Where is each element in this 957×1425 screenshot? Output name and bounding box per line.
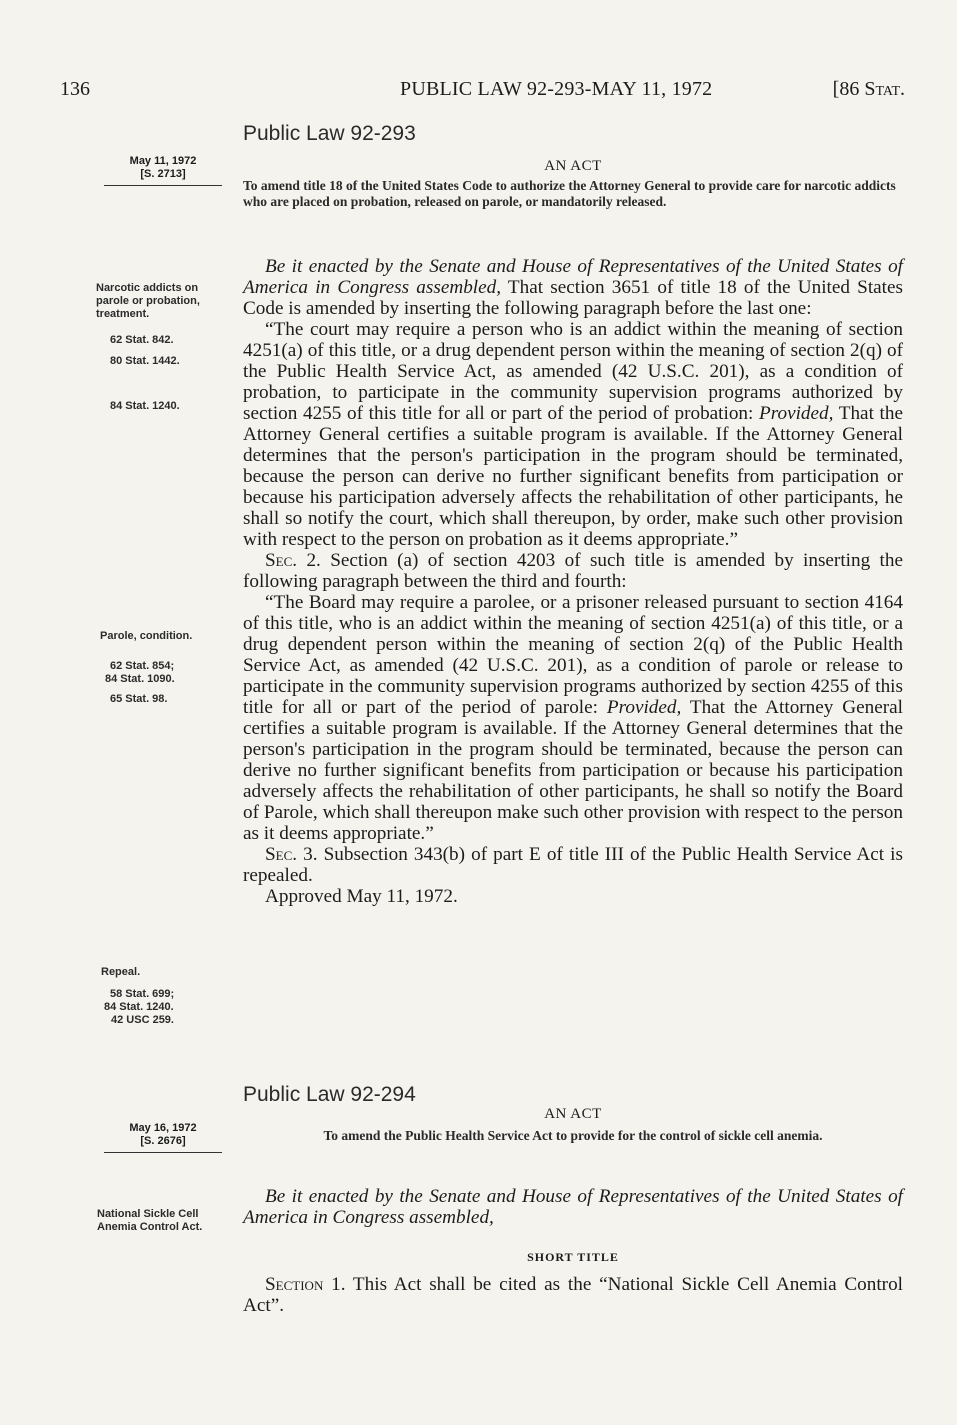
statute-reference: [86 Stat. [832, 78, 905, 100]
law1-an-act: AN ACT [544, 158, 602, 174]
law1-section1-intro: That section 3651 of title 18 of the United States Code is amended by inserting the following paragraph before the last one: [243, 277, 903, 319]
law1-para1-part-a: “The court may require a person who is an addict within the meaning of section 4251(a) of this title, or a drug dependent person within the meaning of section 2(q) of the Public Health Service Act, as amended (42 U.S.C. 201), as a condition of probation, to participate in the community supervision programs authorized by section 4255 of this title for all or part of the period of probation: [243, 319, 903, 424]
law1-section2-label: Sec. 2. [265, 550, 321, 571]
law2-short-title-heading: SHORT TITLE [527, 1250, 619, 1264]
law2-section1-label: Section 1. [265, 1274, 346, 1295]
law1-date-text: May 11, 1972 [129, 155, 197, 167]
margin-note-narcotic: Narcotic addicts on parole or probation, treatment. [96, 282, 200, 320]
law2-enacting-paragraph [243, 1186, 903, 1228]
law1-section3 [243, 844, 903, 886]
law1-provided-2: Provided, [606, 697, 682, 718]
law2-bill-number: [S. 2676] [140, 1135, 186, 1147]
law2-margin-rule [104, 1152, 222, 1153]
law1-para2-part-b: That the Attorney General certifies a suitable program is available. If the Attorney General determines that the person's participation in the program should be terminated, because the person can derive no further significant benefits from participation or because his participation adversely affects the rehabilitation of other participants, he shall so notify the Board of Parole, which shall thereupon make such other provision with respect to the person as it deems appropriate.” [243, 697, 904, 844]
law1-title: Public Law 92-293 [243, 122, 416, 145]
law2-enacting-clause: Be it enacted by the Senate and House of Representatives of the United States of America in Congress assembled, [243, 1186, 903, 1228]
law2-title: Public Law 92-294 [243, 1083, 416, 1106]
law1-approved: Approved May 11, 1972. [265, 886, 458, 907]
law1-section3-text: Subsection 343(b) of part E of title III of the Public Health Service Act is repealed. [243, 844, 903, 886]
margin-ref-42-usc-259: 42 USC 259. [111, 1014, 174, 1026]
margin-ref-84-1240: 84 Stat. 1240. [110, 400, 180, 412]
law1-paragraph-parole [243, 592, 903, 844]
law1-bill-number: [S. 2713] [140, 168, 186, 180]
margin-ref-65-98: 65 Stat. 98. [110, 693, 168, 705]
law1-body [243, 256, 903, 907]
law1-section3-label: Sec. 3. [265, 844, 318, 865]
law1-para1-part-b: That the Attorney General certifies a suitable program is available. If the Attorney General determines that the person's participation in the program should be terminated, because the person can derive no further significant benefits from participation or because his participation adversely affects the rehabilitation of other participants, he shall so notify the court, which shall thereupon, by order, make such other provision with respect to the person on probation as it deems appropriate.” [243, 403, 903, 550]
law2-section1-text: This Act shall be cited as the “National Sickle Cell Anemia Control Act”. [243, 1274, 903, 1316]
running-title: PUBLIC LAW 92-293-MAY 11, 1972 [400, 78, 713, 100]
margin-ref-58-699: 58 Stat. 699; [110, 988, 175, 1000]
margin-note-sickle-cell: National Sickle Cell Anemia Control Act. [97, 1208, 203, 1233]
law1-para2-part-a: “The Board may require a parolee, or a prisoner released pursuant to section 4164 of this title, who is an addict within the meaning of section 4251(a) of this title, or a drug dependent person within the meaning of section 2(q) of the Public Health Service Act, as amended (42 U.S.C. 201), as a condition of parole or release to participate in the community supervision programs authorized by section 4255 of this title for all or part of the period of parole: [243, 592, 903, 718]
law1-provided-1: Provided, [759, 403, 834, 424]
margin-note-parole: Parole, condition. [100, 630, 193, 642]
law1-enacting-clause: Be it enacted by the Senate and House of Representatives of the United States of America in Congress assembled, [243, 256, 903, 298]
law2-date-text: May 16, 1972 [129, 1122, 197, 1134]
margin-ref-84-1240b: 84 Stat. 1240. [104, 1001, 174, 1013]
law2-an-act: AN ACT [544, 1106, 602, 1122]
margin-ref-80-1442: 80 Stat. 1442. [110, 355, 180, 367]
margin-note-repeal: Repeal. [101, 966, 141, 978]
page-number: 136 [60, 78, 90, 100]
law1-section2-text: Section (a) of section 4203 of such title is amended by inserting the following paragraph between the third and fourth: [243, 550, 903, 592]
running-header [60, 78, 905, 108]
law1-section2 [243, 550, 903, 592]
margin-ref-62-842: 62 Stat. 842. [110, 334, 174, 346]
law1-purpose: To amend title 18 of the United States Code to authorize the Attorney General to provide care for narcotic addicts who are placed on probation, released on parole, or mandatorily released. [243, 178, 896, 209]
law1-margin-rule [104, 185, 222, 186]
margin-ref-84-1090: 84 Stat. 1090. [105, 673, 175, 685]
margin-ref-62-854: 62 Stat. 854; [110, 660, 175, 672]
law1-date [104, 155, 222, 186]
law1-enacting-paragraph [243, 256, 903, 319]
law2-date [104, 1122, 222, 1153]
law2-section1 [243, 1274, 903, 1316]
law2-purpose: To amend the Public Health Service Act to provide for the control of sickle cell anemia. [323, 1128, 823, 1143]
law1-paragraph-probation [243, 319, 903, 550]
